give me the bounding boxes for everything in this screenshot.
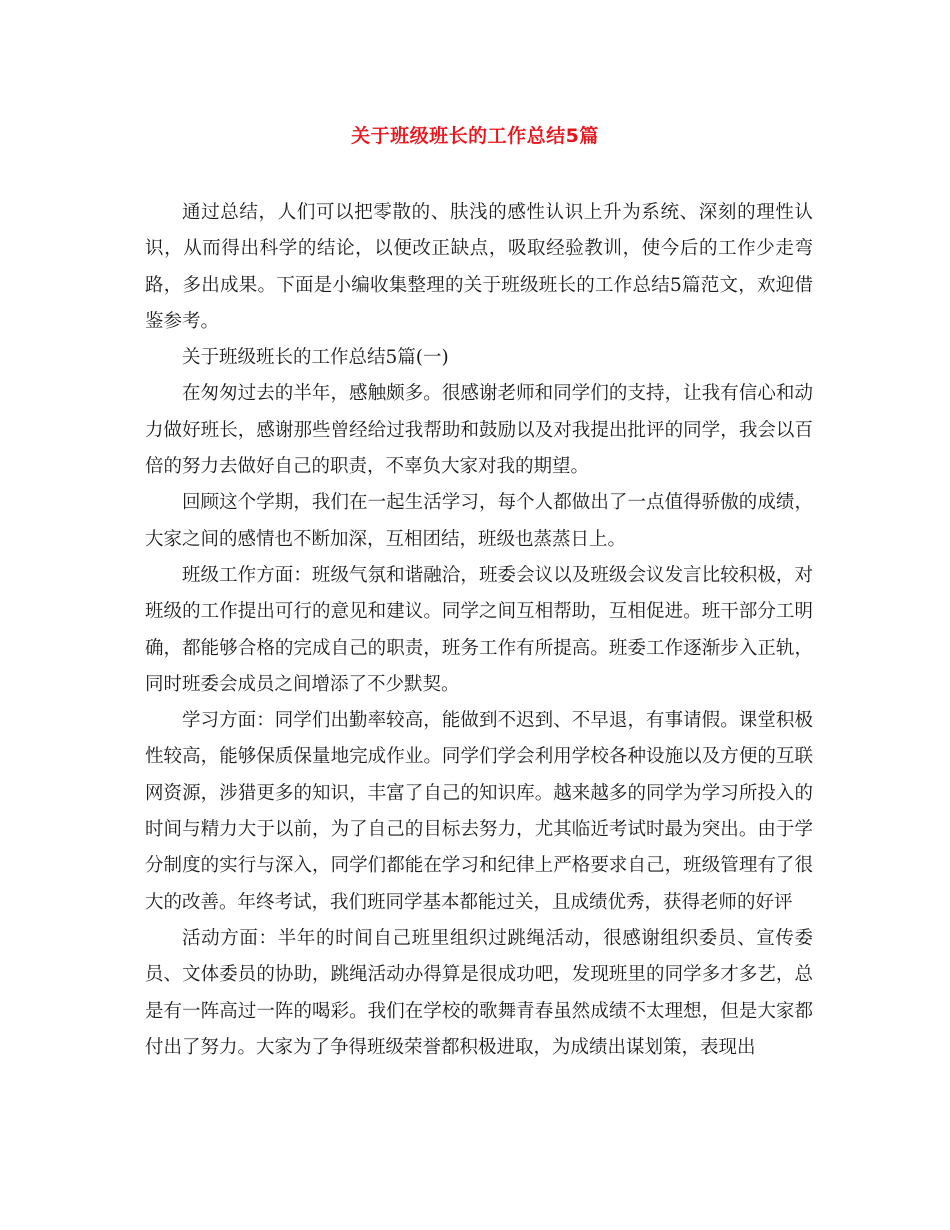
body-paragraph: 班级工作方面：班级气氛和谐融洽，班委会议以及班级会议发言比较积极，对班级的工作提出可行的意见和建议。同学之间互相帮助，互相促进。班干部分工明确，都能够合格的完成自己的职责，班务工作有所提高。班委工作逐渐步入正轨，同时班委会成员之间增添了不少默契。	[145, 564, 813, 695]
body-paragraph: 在匆匆过去的半年，感触颇多。很感谢老师和同学们的支持，让我有信心和动力做好班长，感谢那些曾经给过我帮助和鼓励以及对我提出批评的同学，我会以百倍的努力去做好自己的职责，不辜负大家对我的期望。	[145, 383, 813, 478]
body-paragraph: 活动方面：半年的时间自己班里组织过跳绳活动，很感谢组织委员、宣传委员、文体委员的协助，跳绳活动办得算是很成功吧，发现班里的同学多才多艺，总是有一阵高过一阵的喝彩。我们在学校的歌舞青春虽然成绩不太理想，但是大家都付出了努力。大家为了争得班级荣誉都积极进取，为成绩出谋划策，表现出	[145, 927, 813, 1058]
body-paragraph: 学习方面：同学们出勤率较高，能做到不迟到、不早退，有事请假。课堂积极性较高，能够保质保量地完成作业。同学们学会利用学校各种设施以及方便的互联网资源，涉猎更多的知识，丰富了自己的知识库。越来越多的同学为学习所投入的时间与精力大于以前，为了自己的目标去努力，尤其临近考试时最为突出。由于学分制度的实行与深入，同学们都能在学习和纪律上严格要求自己，班级管理有了很大的改善。年终考试，我们班同学基本都能过关，且成绩优秀，获得老师的好评	[145, 710, 813, 913]
section-heading: 关于班级班长的工作总结5篇(一)	[182, 347, 449, 369]
body-paragraph: 回顾这个学期，我们在一起生活学习，每个人都做出了一点值得骄傲的成绩，大家之间的感情也不断加深，互相团结，班级也蒸蒸日上。	[145, 492, 813, 550]
document-title: 关于班级班长的工作总结5篇	[351, 125, 599, 147]
document-body	[145, 195, 813, 1066]
intro-paragraph: 通过总结，人们可以把零散的、肤浅的感性认识上升为系统、深刻的理性认识，从而得出科学的结论，以便改正缺点，吸取经验教训，使今后的工作少走弯路，多出成果。下面是小编收集整理的关于班级班长的工作总结5篇范文，欢迎借鉴参考。	[145, 202, 813, 332]
